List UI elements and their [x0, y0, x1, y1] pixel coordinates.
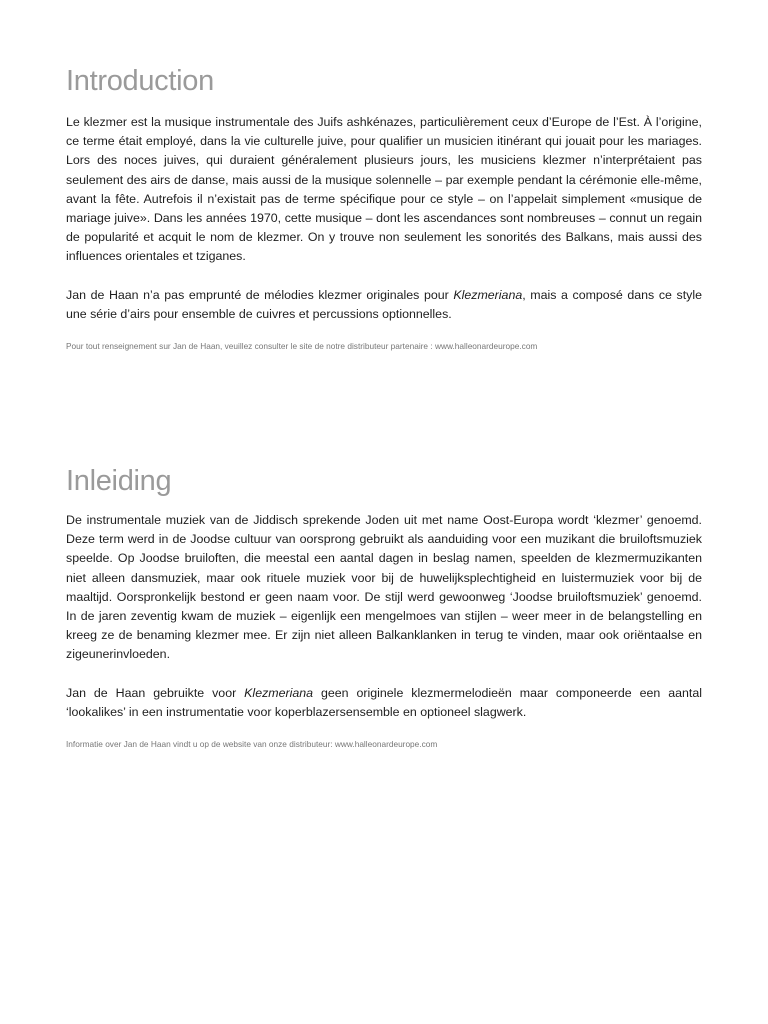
- text-line: niet alleen dansmuziek, maar ook rituele muziek voor bij de huwelijksplechtigheid en luistermuziek voor bij de: [66, 570, 702, 585]
- text-line: Le klezmer est la musique instrumentale des Juifs ashkénazes, particulièrement ceux d’Europe de l’Est. À l’origine,: [66, 115, 702, 129]
- text-line: seulement des airs de danse, mais aussi de la musique solennelle – par exemple pendant la cérémonie elle-même,: [66, 172, 702, 187]
- text-line: Deze term werd in de Joodse cultuur van oorsprong gebruikt als aanduiding voor een muzikant die bruiloftsmuziek: [66, 532, 702, 547]
- paragraph: [66, 286, 702, 324]
- text-line: In de jaren zeventig kwam de muziek – eigenlijk een mengelmoes van stijlen – weer meer in de belangstelling en: [66, 608, 702, 623]
- footnote: Informatie over Jan de Haan vindt u op de website van onze distributeur: www.halleonardeurope.com: [66, 738, 438, 749]
- text-line: ce terme était employé, dans la vie culturelle juive, pour qualifier un musicien itinérant qui jouait pour les mariages.: [66, 134, 702, 149]
- paragraph: [66, 684, 702, 722]
- text: Jan de Haan n’a pas emprunté de mélodies klezmer originales pour: [66, 287, 454, 302]
- text-line: de popularité et acquit le nom de klezmer. On y trouve non seulement les sonorités des Balkans, mais aussi des: [66, 230, 702, 245]
- text-line: Lors des noces juives, qui duraient généralement plusieurs jours, les musiciens klezmer n’interprétaient pas: [66, 153, 702, 168]
- text-line: De instrumentale muziek van de Jiddisch sprekende Joden uit met name Oost-Europa wordt ‘klezmer’ genoemd.: [66, 513, 702, 527]
- work-title: Klezmeriana: [244, 685, 314, 700]
- text-line: avant la fête. Autrefois il n’existait pas de terme spécifique pour ce style – on l’appelait simplement «musique de: [66, 191, 702, 206]
- text: geen originele klezmermelodieën maar componeerde een aantal: [313, 685, 703, 700]
- text-line: [66, 286, 702, 305]
- text-line: maaltijd. Oorspronkelijk bestond er geen naam voor. De stijl werd gewoonweg ‘Joodse bruiloftsmuziek’ genoemd.: [66, 589, 702, 604]
- work-title: Klezmeriana: [453, 287, 523, 302]
- section-title: Inleiding: [66, 465, 172, 497]
- text-line: influences orientales et tziganes.: [66, 249, 246, 264]
- inleiding-section: [66, 464, 702, 749]
- text: Jan de Haan gebruikte voor: [66, 685, 245, 700]
- text-line: kreeg ze de benaming klezmer mee. Er zijn niet alleen Balkanklanken in terug te vinden, maar ook oriëntaalse en: [66, 628, 702, 643]
- paragraph: [66, 113, 702, 267]
- text-line: mariage juive». Dans les années 1970, cette musique – dont les ascendances sont nombreuses – connut un regain: [66, 210, 702, 225]
- footnote: Pour tout renseignement sur Jan de Haan, veuillez consulter le site de notre distributeur partenaire : www.halleonardeurope.com: [66, 340, 538, 351]
- text-line: ‘lookalikes’ in een instrumentatie voor koperblazersensemble en optioneel slagwerk.: [66, 704, 527, 719]
- text-line: zigeunerinvloeden.: [66, 647, 171, 662]
- text-line: speelde. Op Joodse bruiloften, die meestal een aantal dagen in beslag namen, speelden de klezmermuzikanten: [66, 551, 702, 566]
- text: , mais a composé dans ce style: [522, 287, 703, 302]
- paragraph: [66, 511, 702, 665]
- text-line: une série d’airs pour ensemble de cuivres et percussions optionnelles.: [66, 306, 452, 321]
- text-line: [66, 684, 702, 703]
- introduction-section: [66, 64, 702, 351]
- section-title: Introduction: [66, 65, 214, 97]
